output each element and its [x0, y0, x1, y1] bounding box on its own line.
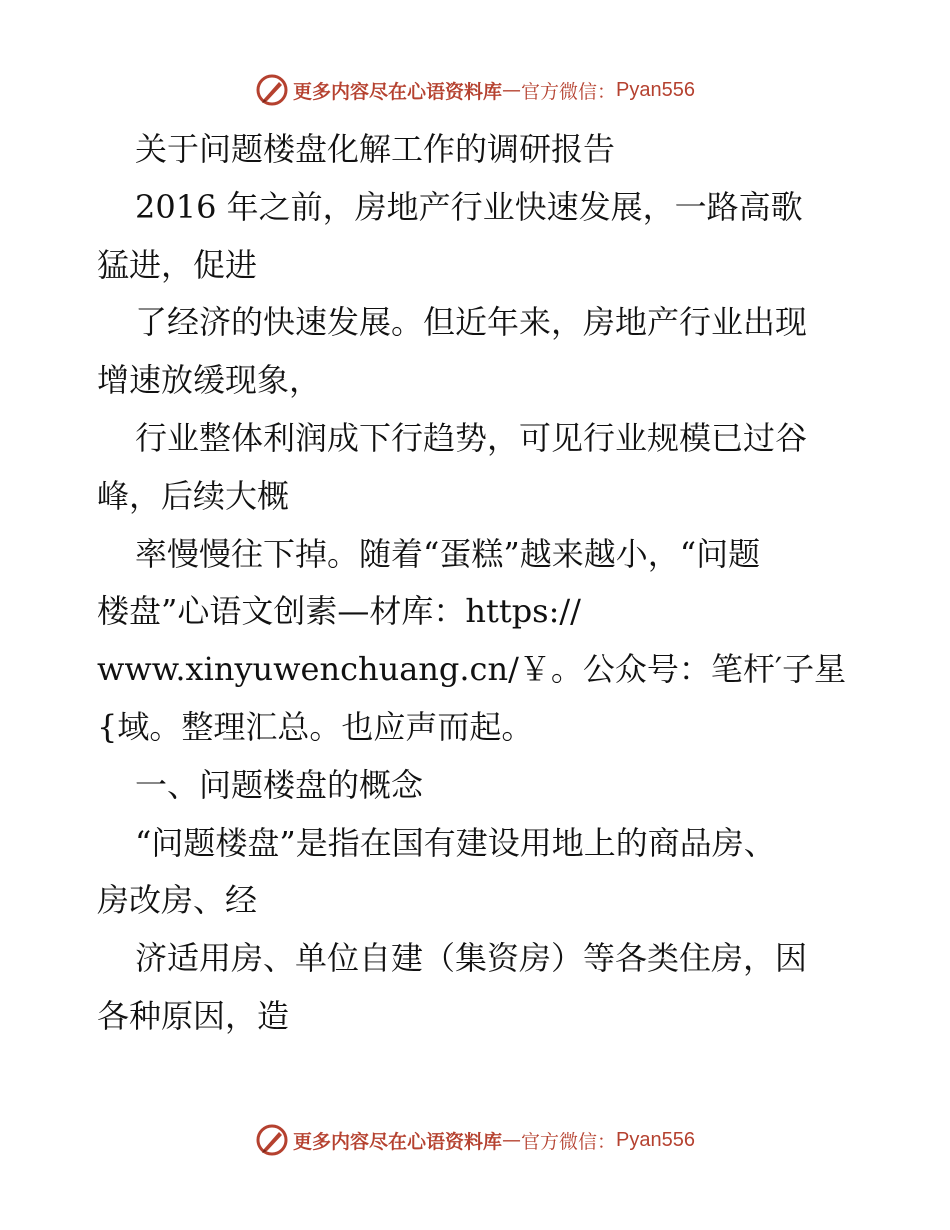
watermark-dash: — [502, 79, 522, 101]
pen-logo-icon [255, 73, 289, 107]
paragraph-line: 峰，后续大概 [97, 476, 290, 515]
paragraph-line: 楼盘”心语文创素—材库：https:// [97, 592, 581, 631]
paragraph-line: 各种原因，造 [97, 996, 290, 1035]
pen-logo-icon [255, 1123, 289, 1157]
watermark-wechat-label: 官方微信： [521, 80, 617, 103]
watermark-site-text: 更多内容尽在心语资料库 [293, 1130, 503, 1153]
paragraph-line: 2016 年之前，房地产行业快速发展，一路高歌 [135, 187, 803, 226]
footer-watermark [0, 1120, 950, 1160]
section-heading: 一、问题楼盘的概念 [135, 765, 424, 804]
paragraph-line: www.xinyuwenchuang.cn/￥。公众号：笔杆′子星 [97, 650, 847, 689]
paragraph-line: 率慢慢往下掉。随着“蛋糕”越来越小，“问题 [135, 534, 761, 573]
paragraph-line: “问题楼盘”是指在国有建设用地上的商品房、 [135, 823, 776, 862]
paragraph-line: 房改房、经 [97, 881, 258, 920]
document-body [97, 121, 857, 1046]
paragraph-line: 了经济的快速发展。但近年来，房地产行业出现 [135, 303, 808, 342]
watermark-wechat-id: Pyan556 [616, 1128, 695, 1151]
header-watermark [0, 70, 950, 110]
paragraph-line: 济适用房、单位自建（集资房）等各类住房，因 [135, 939, 808, 978]
document-title: 关于问题楼盘化解工作的调研报告 [135, 130, 616, 168]
paragraph-line: 增速放缓现象， [97, 361, 322, 400]
watermark-site-text: 更多内容尽在心语资料库 [293, 80, 503, 103]
watermark-dash: — [502, 1129, 522, 1151]
paragraph-line: 行业整体利润成下行趋势，可见行业规模已过谷 [135, 418, 808, 457]
watermark-wechat-id: Pyan556 [616, 78, 695, 101]
paragraph-line: {域。整理汇总。也应声而起。 [97, 707, 534, 746]
watermark-wechat-label: 官方微信： [521, 1130, 617, 1153]
paragraph-line: 猛进，促进 [97, 245, 258, 284]
